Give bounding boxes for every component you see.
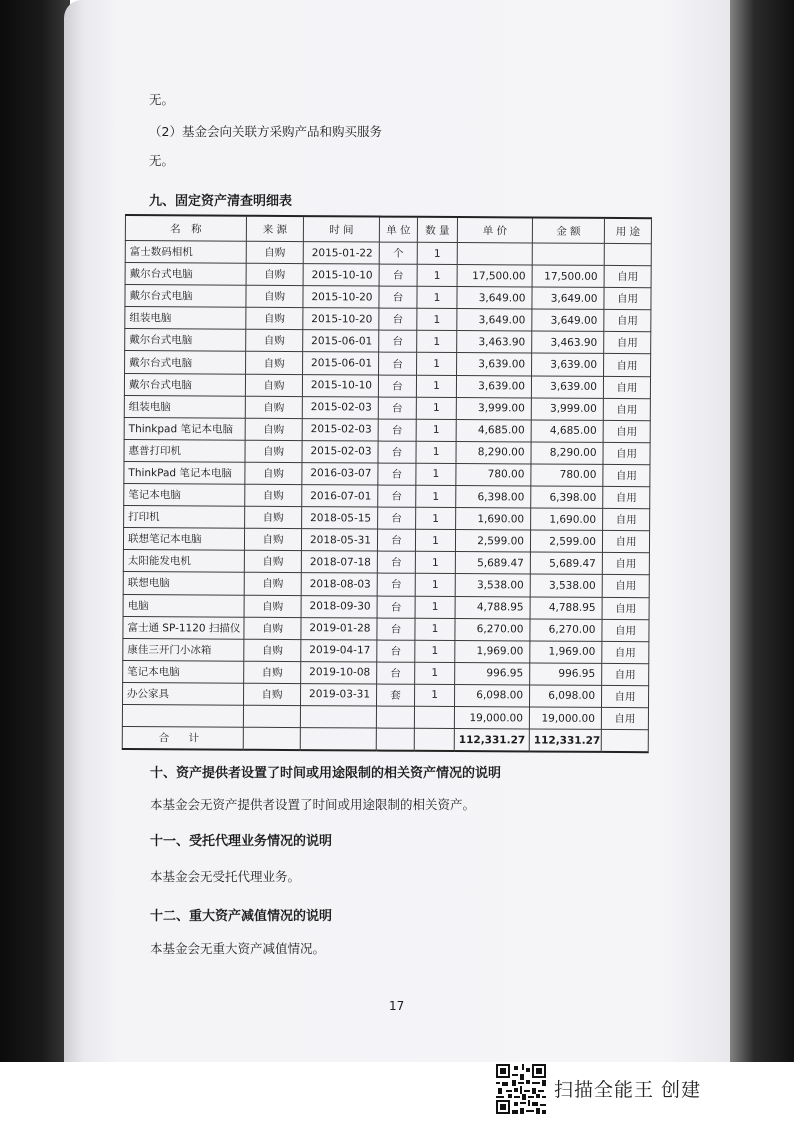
cell-quantity: 1 [415,640,455,662]
cell-quantity: 1 [417,264,457,286]
cell-amount: 4,788.95 [530,596,602,619]
table-row [125,351,651,376]
cell-date: 2015-02-03 [302,396,378,419]
cell-amount: 1,690.00 [531,508,603,531]
cell-amount: 19,000.00 [529,707,601,730]
cell-quantity: 1 [415,529,455,551]
section10-title: 十、资产提供者设置了时间或用途限制的相关资产情况的说明 [150,766,502,781]
total-unit-price: 112,331.27 [454,729,529,752]
cell-quantity [414,706,454,728]
cell-date: 2015-02-03 [302,440,378,463]
cell-amount: 8,290.00 [531,442,603,465]
cell-name: 富士数码相机 [125,241,246,264]
cell-name: 康佳三开门小冰箱 [123,638,244,661]
cell-name: 联想笔记本电脑 [123,528,244,551]
header-amount: 金 额 [532,217,604,243]
cell-name: 联想电脑 [123,572,244,595]
cell-usage: 自用 [604,310,651,332]
cell-unit: 台 [377,529,415,551]
section12-body: 本基金会无重大资产减值情况。 [150,941,326,956]
table-row [125,307,651,332]
cell-unit-price [457,243,532,266]
table-row [124,484,650,509]
cell-unit-price: 3,999.00 [456,397,531,420]
cell-quantity: 1 [416,441,456,463]
cell-date: 2018-05-15 [302,507,378,530]
cell-unit: 台 [377,662,415,684]
cell-unit: 个 [379,242,417,264]
table-row [123,572,649,597]
cell-date: 2015-10-10 [303,264,379,287]
cell-amount [532,243,604,266]
cell-source: 自购 [244,661,301,683]
cell-date: 2019-04-17 [301,639,377,662]
scanner-watermark: 扫描全能王 创建 [554,1079,702,1101]
cell-name: 富士通 SP-1120 扫描仪 [123,616,244,639]
table-body [122,241,651,730]
cell-name: 戴尔台式电脑 [125,351,246,374]
cell-unit: 台 [378,441,416,463]
cell-date: 2016-07-01 [302,485,378,508]
cell-usage: 自用 [602,553,649,575]
cell-quantity: 1 [416,463,456,485]
cell-unit-price: 3,649.00 [457,287,532,310]
cell-quantity: 1 [416,397,456,419]
cell-date: 2015-06-01 [303,330,379,353]
cell-quantity: 1 [417,331,457,353]
header-name: 名 称 [125,215,246,241]
cell-usage [604,243,651,265]
cell-usage: 自用 [603,376,650,398]
cell-unit-price: 6,098.00 [454,684,529,707]
table-row [124,506,650,531]
total-cell [376,728,414,751]
intro-item-2: （2）基金会向关联方采购产品和购买服务 [149,124,382,139]
cell-source: 自购 [246,330,303,352]
cell-unit: 台 [378,485,416,507]
header-unit: 单 位 [379,217,417,243]
cell-unit: 台 [378,419,416,441]
total-label: 合 计 [122,727,243,750]
header-quantity: 数 量 [417,217,457,243]
cell-name: 惠普打印机 [124,439,245,462]
cell-amount: 5,689.47 [530,552,602,575]
cell-unit: 台 [379,330,417,352]
header-unit-price: 单 价 [457,217,532,243]
section11-body: 本基金会无受托代理业务。 [150,869,301,884]
cell-name: 办公家具 [123,682,244,705]
total-cell [414,728,454,751]
cell-unit: 台 [378,463,416,485]
cell-usage: 自用 [601,685,648,707]
cell-amount: 996.95 [530,663,602,686]
cell-amount: 3,639.00 [531,376,603,399]
cell-date: 2018-08-03 [301,573,377,596]
cell-source: 自购 [244,617,301,639]
cell-unit: 台 [379,353,417,375]
cell-source: 自购 [245,506,302,528]
table-row [122,704,648,729]
cell-amount: 1,969.00 [530,641,602,664]
cell-quantity: 1 [414,684,454,706]
cell-usage: 自用 [602,597,649,619]
cell-quantity: 1 [417,242,457,264]
qr-code-icon [496,1064,546,1114]
cell-amount: 4,685.00 [531,420,603,443]
cell-source: 自购 [244,551,301,573]
cell-date [300,706,376,729]
cell-quantity: 1 [415,552,455,574]
scan-background-left [0,0,70,1062]
cell-unit: 台 [377,573,415,595]
cell-unit: 台 [378,397,416,419]
cell-source: 自购 [244,573,301,595]
table-row [124,439,650,464]
cell-date: 2015-06-01 [303,352,379,375]
cell-amount: 6,098.00 [529,685,601,708]
cell-name: 太阳能发电机 [123,550,244,573]
cell-unit: 台 [379,308,417,330]
scan-background-right [728,0,794,1062]
table-row [123,616,649,641]
cell-unit-price: 1,690.00 [456,508,531,531]
cell-unit: 台 [377,640,415,662]
cell-quantity: 1 [415,662,455,684]
cell-usage: 自用 [603,464,650,486]
cell-usage: 自用 [604,266,651,288]
header-usage: 用 途 [604,218,651,244]
cell-date: 2018-09-30 [301,595,377,618]
cell-source: 自购 [245,396,302,418]
cell-name: 组装电脑 [124,395,245,418]
fixed-asset-table [122,214,652,753]
cell-usage: 自用 [604,332,651,354]
cell-name: 电脑 [123,594,244,617]
cell-name: 戴尔台式电脑 [125,329,246,352]
cell-usage: 自用 [603,420,650,442]
cell-name: 戴尔台式电脑 [124,373,245,396]
cell-quantity: 1 [417,309,457,331]
page-number: 17 [389,999,405,1013]
cell-quantity: 1 [416,485,456,507]
cell-date: 2019-10-08 [301,661,377,684]
table-row [123,528,649,553]
cell-quantity: 1 [417,353,457,375]
cell-date: 2016-03-07 [302,463,378,486]
cell-unit: 套 [376,684,414,706]
cell-unit-price: 6,270.00 [455,618,530,641]
cell-source: 自购 [246,241,303,263]
cell-date: 2019-03-31 [301,683,377,706]
cell-date: 2015-10-20 [303,286,379,309]
cell-source [243,705,300,727]
cell-usage: 自用 [602,619,649,641]
cell-date: 2015-10-20 [303,308,379,331]
cell-unit: 台 [379,264,417,286]
cell-unit-price: 5,689.47 [455,552,530,575]
table-row [124,395,650,420]
cell-unit-price: 19,000.00 [454,706,529,729]
cell-usage: 自用 [603,442,650,464]
cell-source: 自购 [246,263,303,285]
total-amount: 112,331.27 [529,729,601,752]
cell-unit-price: 780.00 [456,463,531,486]
cell-source: 自购 [244,595,301,617]
cell-quantity: 1 [416,375,456,397]
cell-date: 2018-05-31 [301,529,377,552]
cell-date: 2019-01-28 [301,617,377,640]
section9-title: 九、固定资产清查明细表 [149,194,293,209]
cell-amount: 6,270.00 [530,619,602,642]
cell-unit-price: 3,463.90 [457,331,532,354]
cell-unit-price: 996.95 [455,662,530,685]
section11-title: 十一、受托代理业务情况的说明 [150,834,333,849]
cell-source: 自购 [245,374,302,396]
cell-usage: 自用 [604,288,651,310]
table-row [125,241,651,266]
table-row [123,550,649,575]
total-cell [601,729,648,752]
cell-source: 自购 [244,639,301,661]
cell-source: 自购 [246,308,303,330]
table-row [124,461,650,486]
cell-source: 自购 [246,285,303,307]
table-row [123,638,649,663]
cell-quantity: 1 [415,596,455,618]
table-row [124,417,650,442]
cell-unit-price: 4,788.95 [455,596,530,619]
cell-name: 笔记本电脑 [123,660,244,683]
total-cell [300,728,376,751]
cell-usage: 自用 [602,575,649,597]
cell-name: 组装电脑 [125,307,246,330]
cell-name: 戴尔台式电脑 [125,285,246,308]
cell-amount: 3,639.00 [532,353,604,376]
intro-none-1: 无。 [149,92,175,107]
cell-unit: 台 [377,551,415,573]
cell-unit-price: 1,969.00 [455,640,530,663]
cell-usage: 自用 [602,663,649,685]
cell-source: 自购 [244,683,301,705]
table-row [123,660,649,685]
total-cell [243,727,300,750]
cell-unit-price: 8,290.00 [456,441,531,464]
cell-source: 自购 [245,462,302,484]
cell-usage: 自用 [602,531,649,553]
table-row [123,682,649,707]
cell-name [122,704,243,727]
cell-unit-price: 2,599.00 [455,530,530,553]
cell-quantity: 1 [415,618,455,640]
cell-unit: 台 [377,618,415,640]
cell-amount: 17,500.00 [532,265,604,288]
cell-unit-price: 3,649.00 [457,309,532,332]
cell-unit: 台 [378,375,416,397]
cell-date: 2015-02-03 [302,418,378,441]
cell-usage: 自用 [603,398,650,420]
section10-body: 本基金会无资产提供者设置了时间或用途限制的相关资产。 [150,797,476,812]
cell-quantity: 1 [416,507,456,529]
cell-unit-price: 4,685.00 [456,419,531,442]
cell-amount: 780.00 [531,464,603,487]
cell-usage: 自用 [604,354,651,376]
cell-unit-price: 6,398.00 [456,486,531,509]
table-row [125,285,651,310]
cell-unit: 台 [378,507,416,529]
cell-unit-price: 17,500.00 [457,265,532,288]
cell-amount: 3,649.00 [532,287,604,310]
header-source: 来 源 [246,216,303,242]
cell-amount: 2,599.00 [530,530,602,553]
cell-source: 自购 [245,440,302,462]
cell-source: 自购 [244,528,301,550]
cell-quantity: 1 [416,419,456,441]
cell-unit-price: 3,538.00 [455,574,530,597]
cell-amount: 3,999.00 [531,398,603,421]
cell-usage: 自用 [603,486,650,508]
cell-unit [376,706,414,728]
cell-amount: 6,398.00 [531,486,603,509]
cell-name: ThinkPad 笔记本电脑 [124,461,245,484]
table-row [123,594,649,619]
header-date: 时 间 [303,216,379,242]
cell-source: 自购 [245,418,302,440]
cell-date: 2018-07-18 [301,551,377,574]
table-header-row [125,215,651,244]
table-total-row [122,727,648,753]
cell-usage: 自用 [602,641,649,663]
cell-usage: 自用 [601,707,648,729]
cell-unit-price: 3,639.00 [457,353,532,376]
cell-source: 自购 [246,352,303,374]
cell-amount: 3,463.90 [532,331,604,354]
cell-date: 2015-01-22 [303,242,379,265]
table-row [125,263,651,288]
cell-name: 戴尔台式电脑 [125,263,246,286]
section12-title: 十二、重大资产减值情况的说明 [150,909,333,924]
cell-unit-price: 3,639.00 [456,375,531,398]
cell-date: 2015-10-10 [302,374,378,397]
cell-unit: 台 [379,286,417,308]
cell-amount: 3,649.00 [532,309,604,332]
cell-usage: 自用 [603,509,650,531]
cell-unit: 台 [377,596,415,618]
cell-name: 打印机 [124,506,245,529]
cell-quantity: 1 [415,574,455,596]
cell-name: Thinkpad 笔记本电脑 [124,417,245,440]
table-row [124,373,650,398]
cell-source: 自购 [245,484,302,506]
cell-amount: 3,538.00 [530,574,602,597]
intro-none-2: 无。 [149,153,175,168]
cell-quantity: 1 [417,286,457,308]
cell-name: 笔记本电脑 [124,484,245,507]
table-row [125,329,651,354]
